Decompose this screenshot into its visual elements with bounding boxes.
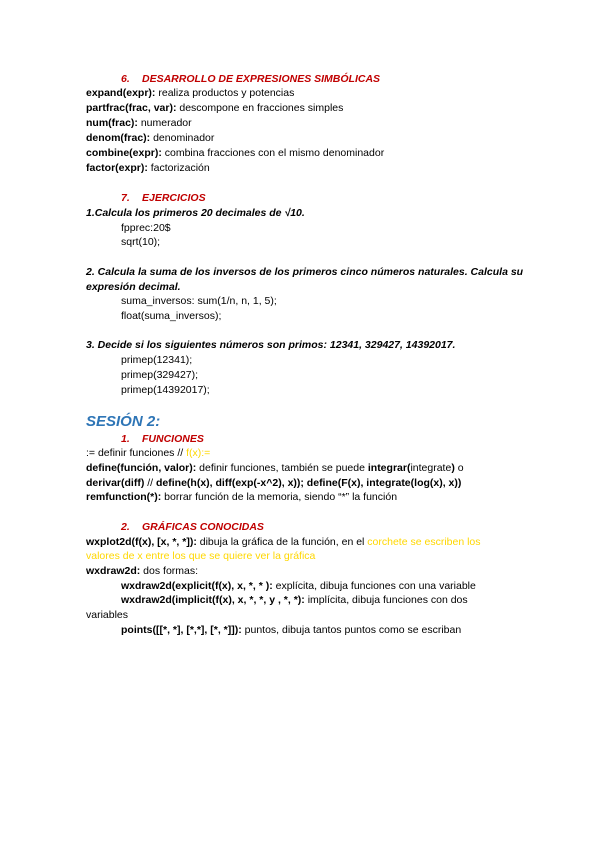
command-desc: combina fracciones con el mismo denominador bbox=[161, 147, 385, 159]
code-line: primep(329427); bbox=[121, 369, 199, 381]
text-line: variables bbox=[86, 609, 129, 621]
text-span: o bbox=[454, 462, 464, 474]
command-name: partfrac(frac, var): bbox=[86, 102, 177, 114]
exercise-1-question: 1.Calcula los primeros 20 decimales de √10. bbox=[86, 207, 305, 219]
command-item bbox=[86, 116, 192, 130]
section-1-heading bbox=[121, 432, 204, 446]
command-item bbox=[86, 161, 210, 175]
text-line bbox=[86, 535, 481, 549]
command-item bbox=[86, 101, 343, 115]
section-2-heading bbox=[121, 520, 264, 534]
code-line: suma_inversos: sum(1/n, n, 1, 5); bbox=[121, 295, 277, 307]
section-title: DESARROLLO DE EXPRESIONES SIMBÓLICAS bbox=[142, 73, 381, 85]
code-line: float(suma_inversos); bbox=[121, 310, 222, 322]
command-name: num(frac): bbox=[86, 117, 138, 129]
section-7-heading bbox=[121, 191, 206, 205]
text-line bbox=[121, 623, 461, 637]
command-item bbox=[86, 86, 294, 100]
text-line bbox=[121, 579, 476, 593]
command-name: ) bbox=[451, 462, 455, 474]
text-line bbox=[86, 476, 461, 490]
text-span: borrar función de la memoria, siendo “*” la función bbox=[161, 491, 398, 503]
exercise-2-question-cont: expresión decimal. bbox=[86, 281, 181, 293]
command-name: factor(expr): bbox=[86, 162, 148, 174]
text-line bbox=[86, 461, 464, 475]
exercise-2-question: 2. Calcula la suma de los inversos de los primeros cinco números naturales. Calcula su bbox=[86, 266, 524, 278]
text-span: explícita, dibuja funciones con una variable bbox=[272, 580, 476, 592]
exercise-3-question: 3. Decide si los siguientes números son primos: 12341, 329427, 14392017. bbox=[86, 339, 456, 351]
command-name: expand(expr): bbox=[86, 87, 156, 99]
text-line bbox=[86, 446, 210, 460]
text-line bbox=[86, 490, 397, 504]
code-line: primep(14392017); bbox=[121, 384, 210, 396]
highlight-text: f(x):= bbox=[186, 447, 211, 459]
section-6-heading bbox=[121, 72, 380, 86]
command-desc: descompone en fracciones simples bbox=[176, 102, 344, 114]
section-number: 2. bbox=[121, 521, 130, 533]
code-line: primep(12341); bbox=[121, 354, 193, 366]
section-number: 6. bbox=[121, 73, 130, 85]
text-line bbox=[121, 593, 468, 607]
command-name: remfunction(*): bbox=[86, 491, 162, 503]
text-span: dos formas: bbox=[140, 565, 199, 577]
section-title: GRÁFICAS CONOCIDAS bbox=[142, 521, 264, 533]
command-item bbox=[86, 146, 384, 160]
highlight-text: valores de x entre los que se quiere ver la gráfica bbox=[86, 550, 316, 562]
command-name: integrar( bbox=[367, 462, 411, 474]
command-name: points([[*, *], [*,*], [*, *]]): bbox=[121, 624, 242, 636]
section-title: EJERCICIOS bbox=[142, 192, 206, 204]
command-name: wxdraw2d: bbox=[86, 565, 141, 577]
text-span: definir funciones, también se puede bbox=[196, 462, 368, 474]
command-name: wxdraw2d(explicit(f(x), x, *, * ): bbox=[121, 580, 273, 592]
command-item bbox=[86, 131, 214, 145]
text-line bbox=[86, 564, 198, 578]
section-number: 1. bbox=[121, 433, 130, 445]
session-heading: SESIÓN 2: bbox=[86, 413, 161, 430]
text-span: dibuja la gráfica de la función, en el bbox=[196, 536, 368, 548]
section-number: 7. bbox=[121, 192, 130, 204]
code-line: fpprec:20$ bbox=[121, 222, 171, 234]
command-desc: realiza productos y potencias bbox=[155, 87, 295, 99]
command-name: derivar(diff) bbox=[86, 477, 145, 489]
text-span: implícita, dibuja funciones con dos bbox=[304, 594, 468, 606]
command-name: define(función, valor): bbox=[86, 462, 197, 474]
command-name: define(h(x), diff(exp(-x^2), x)); define(F(x), integrate(log(x), x)) bbox=[156, 477, 462, 489]
command-desc: numerador bbox=[137, 117, 192, 129]
command-name: combine(expr): bbox=[86, 147, 162, 159]
text-span: // bbox=[144, 477, 157, 489]
command-desc: denominador bbox=[150, 132, 215, 144]
text-span: integrate bbox=[410, 462, 452, 474]
command-name: denom(frac): bbox=[86, 132, 151, 144]
text-span: := definir funciones // bbox=[86, 447, 187, 459]
section-title: FUNCIONES bbox=[142, 433, 204, 445]
command-desc: factorización bbox=[147, 162, 210, 174]
code-line: sqrt(10); bbox=[121, 236, 161, 248]
highlight-text: corchete se escriben los bbox=[367, 536, 481, 548]
command-name: wxdraw2d(implicit(f(x), x, *, *, y , *, *): bbox=[121, 594, 305, 606]
command-name: wxplot2d(f(x), [x, *, *]): bbox=[86, 536, 197, 548]
text-span: puntos, dibuja tantos puntos como se escriban bbox=[241, 624, 462, 636]
